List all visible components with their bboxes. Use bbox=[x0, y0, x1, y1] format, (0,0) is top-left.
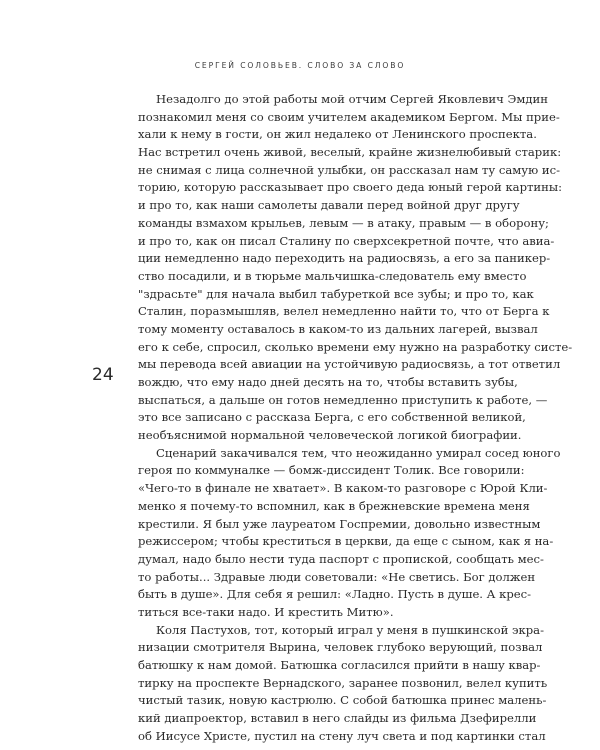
running-header: СЕРГЕЙ СОЛОВЬЕВ. СЛОВО ЗА СЛОВО bbox=[194, 61, 406, 70]
text-line: «Чего-то в финале не хватает». В каком-то разговоре с Юрой Кли- bbox=[138, 481, 548, 496]
text-line: "здрасьте" для начала выбил табуреткой все зубы; и про то, как bbox=[138, 286, 534, 301]
text-line: хали к нему в гости, он жил недалеко от Ленинского проспекта. bbox=[138, 127, 537, 142]
text-line: титься все-таки надо. И крестить Митю». bbox=[138, 604, 394, 619]
paragraph-3 bbox=[138, 622, 548, 746]
text-line: низации смотрителя Вырина, человек глубоко верующий, позвал bbox=[138, 640, 543, 655]
text-line: то работы... Здравые люди советовали: «Не светись. Бог должен bbox=[138, 569, 536, 584]
text-line: Сталин, поразмышляв, велел немедленно найти то, что от Берга к bbox=[138, 304, 550, 319]
text-line: крестили. Я был уже лауреатом Госпремии, довольно известным bbox=[138, 516, 541, 531]
text-line: его к себе, спросил, сколько времени ему нужно на разработку систе- bbox=[138, 339, 573, 354]
body-text bbox=[138, 91, 573, 745]
text-line: Нас встретил очень живой, веселый, крайне жизнелюбивый старик: bbox=[138, 145, 562, 160]
text-line: Сценарий закачивался тем, что неожиданно умирал сосед юного bbox=[156, 445, 561, 460]
text-line: Незадолго до этой работы мой отчим Сергей Яковлевич Эмдин bbox=[156, 92, 548, 106]
text-line: думал, надо было нести туда паспорт с пропиской, сообщать мес- bbox=[138, 551, 544, 566]
paragraph-1 bbox=[138, 91, 573, 445]
text-line: торию, которую рассказывает про своего деда юный герой картины: bbox=[138, 180, 563, 195]
text-line: и про то, как наши самолеты давали перед войной друг другу bbox=[138, 198, 520, 213]
text-line: познакомил меня со своим учителем академиком Бергом. Мы прие- bbox=[138, 109, 560, 124]
text-line: это все записано с рассказа Берга, с его собственной великой, bbox=[138, 410, 526, 425]
text-line: батюшку к нам домой. Батюшка согласился прийти в нашу квар- bbox=[138, 658, 541, 672]
page-number: 24 bbox=[92, 365, 114, 385]
text-line: чистый тазик, новую кастрюлю. С собой батюшка принес малень- bbox=[138, 693, 547, 708]
text-line: необъяснимой нормальной человеческой логикой биографии. bbox=[138, 428, 522, 443]
text-line: тирку на проспекте Вернадского, заранее позвонил, велел купить bbox=[138, 675, 548, 690]
text-line: и про то, как он писал Сталину по сверхсекретной почте, что авиа- bbox=[138, 233, 555, 248]
text-line: быть в душе». Для себя я решил: «Ладно. Пусть в душе. А крес- bbox=[138, 587, 532, 602]
text-line: Коля Пастухов, тот, который играл у меня в пушкинской экра- bbox=[156, 622, 545, 637]
text-line: мы перевода всей авиации на устойчивую радиосвязь, а тот ответил bbox=[138, 357, 561, 372]
text-line: тому моменту оставалось в каком-то из дальних лагерей, вызвал bbox=[138, 321, 538, 336]
text-line: команды взмахом крыльев, левым — в атаку, правым — в оборону; bbox=[138, 215, 549, 230]
text-line: менко я почему-то вспомнил, как в брежневские времена меня bbox=[138, 498, 530, 513]
text-line: ство посадили, и в тюрьме мальчишка-следователь ему вместо bbox=[138, 268, 527, 283]
text-line: не снимая с лица солнечной улыбки, он рассказал нам ту самую ис- bbox=[138, 162, 561, 177]
paragraph-2 bbox=[138, 445, 561, 622]
text-line: героя по коммуналке — бомж-диссидент Толик. Все говорили: bbox=[138, 463, 525, 478]
text-line: режиссером; чтобы креститься в церкви, да еще с сыном, как я на- bbox=[138, 534, 554, 549]
text-line: кий диапроектор, вставил в него слайды из фильма Дзефирелли bbox=[138, 711, 537, 726]
text-line: выспаться, а дальше он готов немедленно приступить к работе, — bbox=[138, 392, 548, 407]
text-line: об Иисусе Христе, пустил на стену луч света и под картинки стал bbox=[138, 728, 546, 743]
text-line: вождю, что ему надо дней десять на то, чтобы вставить зубы, bbox=[138, 375, 518, 389]
text-line: ции немедленно надо переходить на радиосвязь, а его за паникер- bbox=[138, 251, 551, 266]
